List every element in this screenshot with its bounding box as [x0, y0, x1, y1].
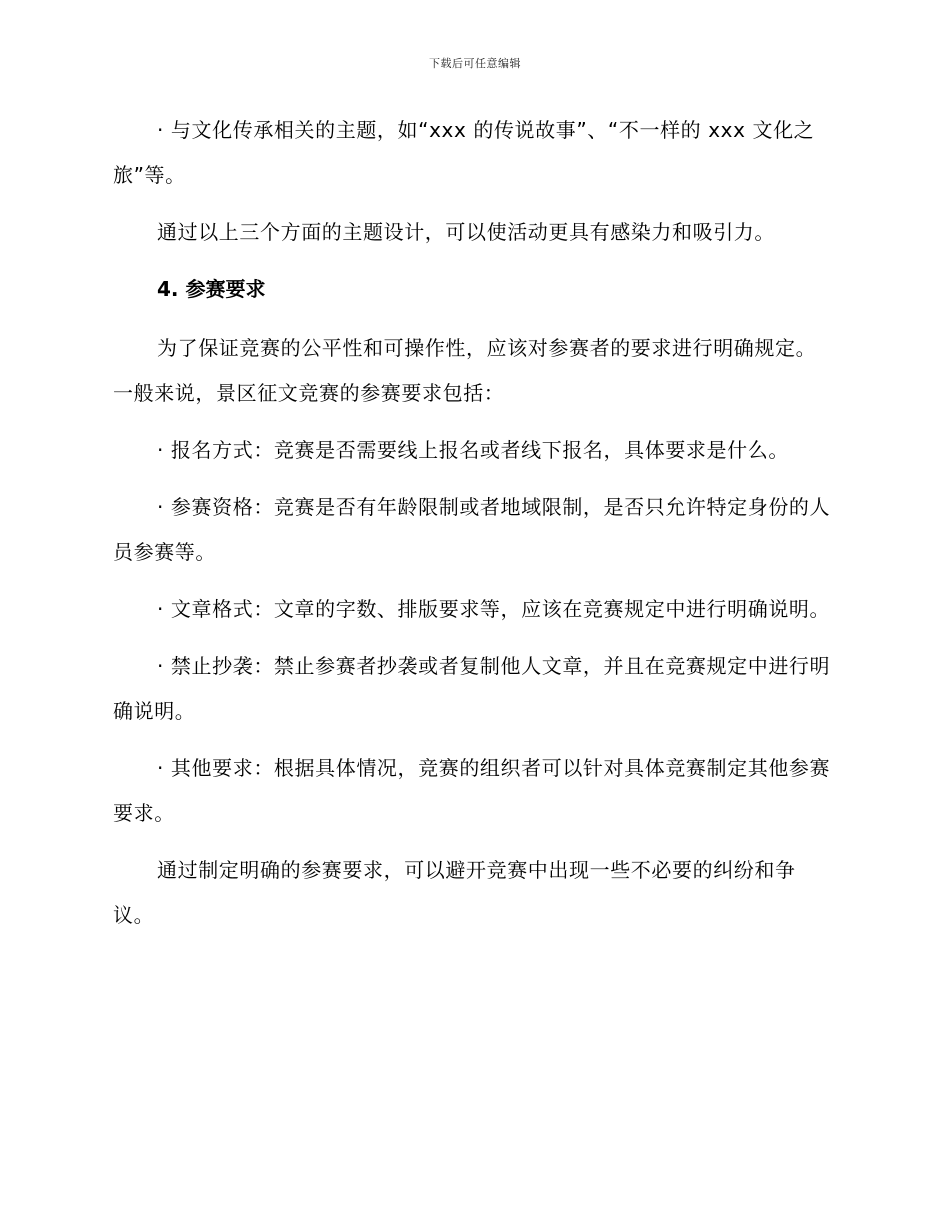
document-body — [113, 108, 833, 950]
paragraph-requirements-intro: 为了保证竞赛的公平性和可操作性，应该对参赛者的要求进行明确规定。一般来说，景区征文竞赛的参赛要求包括： — [113, 336, 817, 405]
section-heading: 4. 参赛要求 — [157, 277, 266, 301]
paragraph-culture-theme: · 与文化传承相关的主题，如“xxx 的传说故事”、“不一样的 xxx 文化之旅”等。 — [113, 118, 815, 187]
paragraph-theme-summary: 通过以上三个方面的主题设计，可以使活动更具有感染力和吸引力。 — [157, 220, 775, 244]
list-item-format: · 文章格式：文章的字数、排版要求等，应该在竞赛规定中进行明确说明。 — [157, 597, 831, 621]
paragraph-conclusion: 通过制定明确的参赛要求，可以避开竞赛中出现一些不必要的纠纷和争议。 — [113, 858, 796, 927]
list-item-registration: · 报名方式：竞赛是否需要线上报名或者线下报名，具体要求是什么。 — [157, 438, 789, 462]
list-item-other: · 其他要求：根据具体情况，竞赛的组织者可以针对具体竞赛制定其他参赛要求。 — [113, 756, 831, 825]
list-item-eligibility: · 参赛资格：竞赛是否有年龄限制或者地域限制，是否只允许特定身份的人员参赛等。 — [113, 495, 831, 564]
page-header: 下载后可任意编辑 — [429, 57, 521, 70]
list-item-plagiarism: · 禁止抄袭：禁止参赛者抄袭或者复制他人文章，并且在竞赛规定中进行明确说明。 — [113, 654, 831, 723]
